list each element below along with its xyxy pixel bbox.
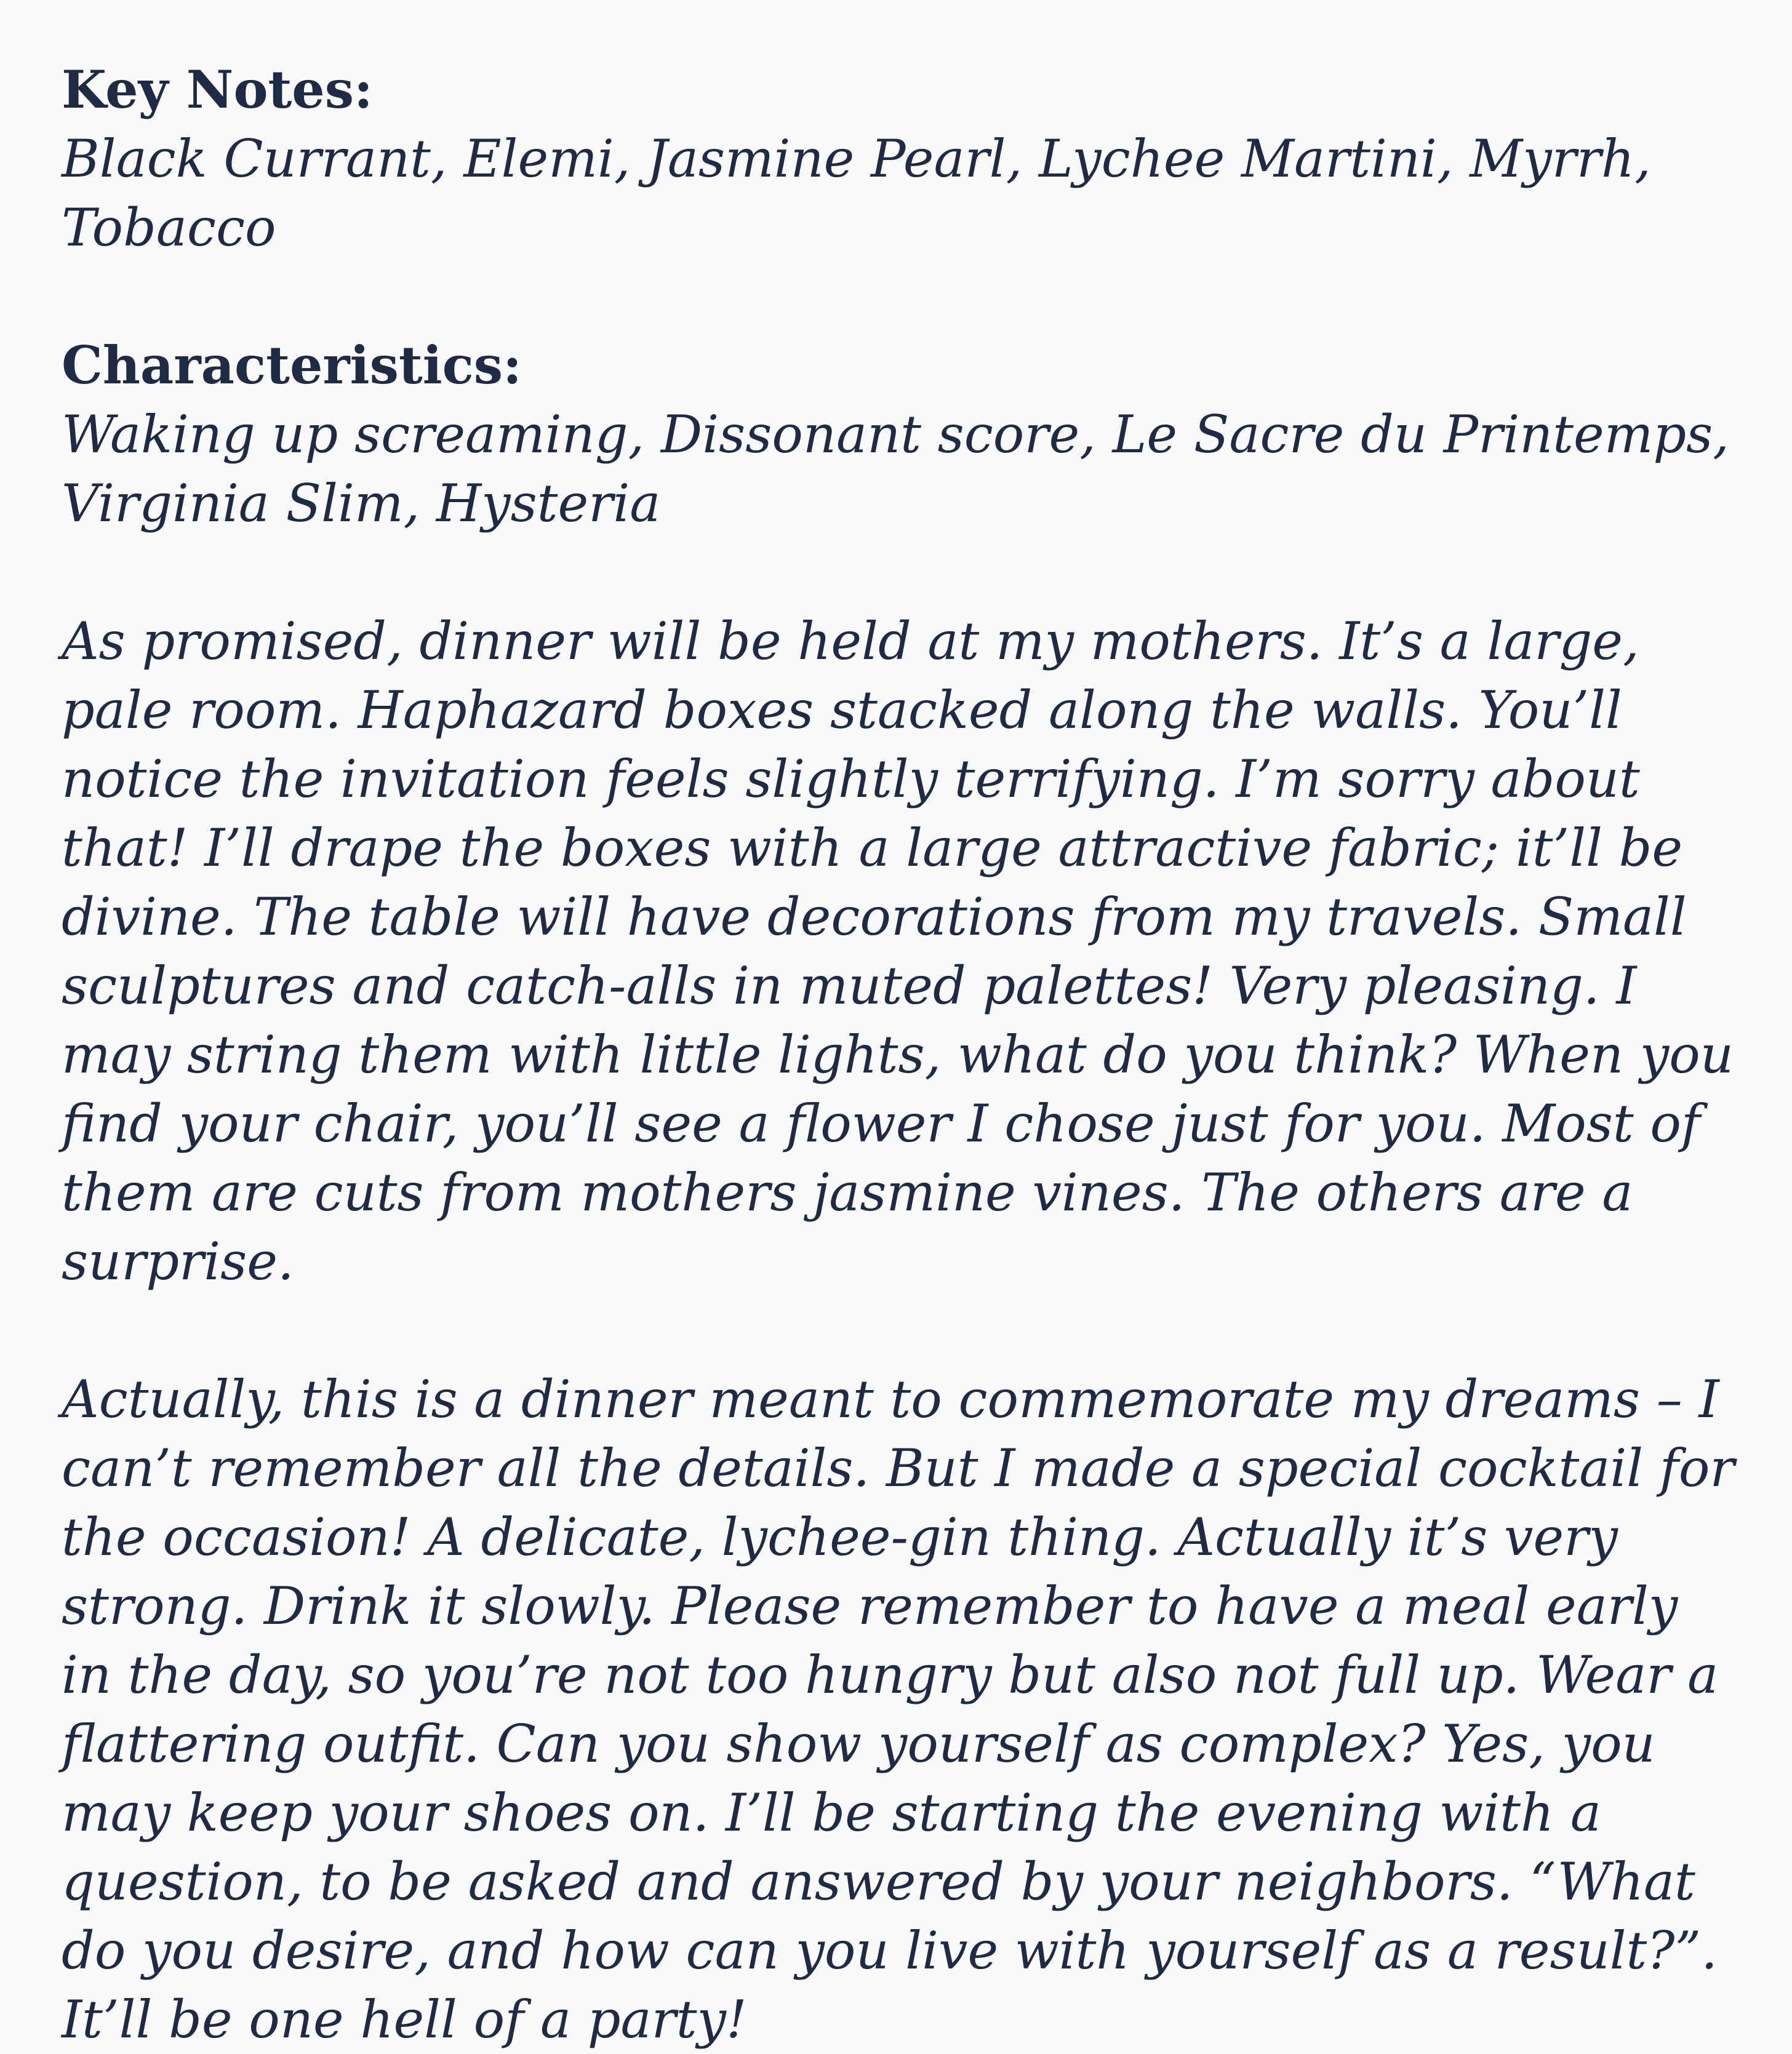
paragraph-dinner-description: As promised, dinner will be held at my mothers. It’s a large, pale room. Haphazard boxes stacked along the walls. You’ll notice the invitation feels slightly terrifying. I’m sorry about that! I’ll drape the boxes with a large attractive fabric; it’ll be divine. The table will have decorations from my travels. Small sculptures and catch-alls in muted palettes! Very pleasing. I may string them with little lights, what do you think? When you find your chair, you’ll see a flower I chose just for you. Most of them are cuts from mothers jasmine vines. The others are a surprise. <box>62 611 1734 1292</box>
spacer <box>62 262 1735 331</box>
document-body <box>62 55 1735 2054</box>
key-notes-label: Key Notes: <box>62 59 374 120</box>
paragraph-dinner-instructions: Actually, this is a dinner meant to commemorate my dreams – I can’t remember all the details. But I made a special cocktail for the occasion! A delicate, lychee-gin thing. Actually it’s very strong. Drink it slowly. Please remember to have a meal early in the day, so you’re not too hungry but also not full up. Wear a flattering outfit. Can you show yourself as complex? Yes, you may keep your shoes on. I’ll be starting the evening with a question, to be asked and answered by your neighbors. “What do you desire, and how can you live with yourself as a result?”. It’ll be one hell of a party! <box>62 1369 1735 2050</box>
characteristics-label: Characteristics: <box>62 335 522 396</box>
spacer <box>62 538 1735 607</box>
characteristics-value: Waking up screaming, Dissonant score, Le Sacre du Printemps, Virginia Slim, Hysteria <box>62 404 1729 533</box>
key-notes-section <box>62 55 1735 262</box>
spacer <box>62 1296 1735 1365</box>
characteristics-section <box>62 331 1735 538</box>
key-notes-value: Black Currant, Elemi, Jasmine Pearl, Lychee Martini, Myrrh, Tobacco <box>62 129 1651 258</box>
